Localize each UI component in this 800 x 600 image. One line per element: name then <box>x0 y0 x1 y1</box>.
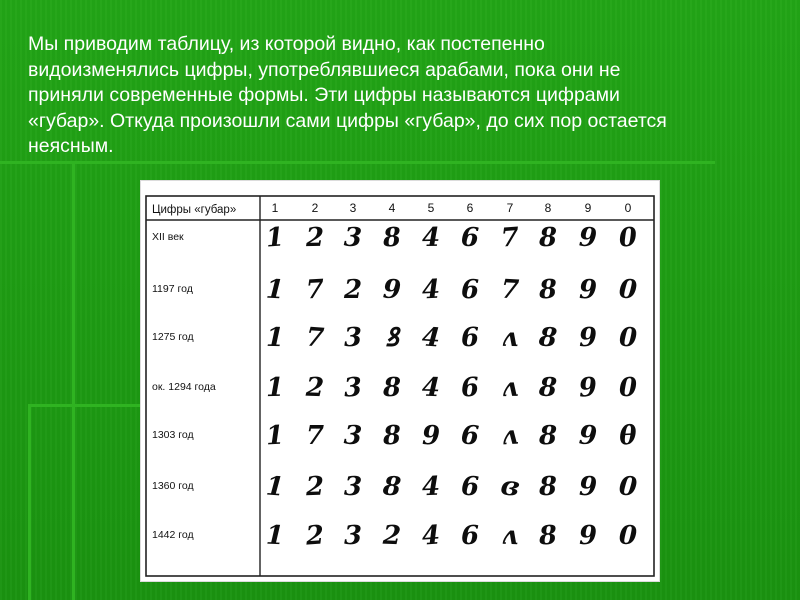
paragraph-line: приняли современные формы. Эти цифры называются цифрами <box>28 84 620 106</box>
handwritten-glyph: 9 <box>578 275 598 305</box>
digit-header: 8 <box>544 201 552 215</box>
digit-header: 1 <box>271 201 279 215</box>
decorative-line-top <box>0 161 715 164</box>
handwritten-glyph: 8 <box>382 372 402 404</box>
handwritten-glyph: 6 <box>460 420 480 452</box>
paragraph-line: Мы приводим таблицу, из которой видно, как постепенно <box>28 33 545 55</box>
handwritten-glyph: 0 <box>617 471 639 503</box>
handwritten-glyph: 8 <box>382 420 402 452</box>
handwritten-glyph: 4 <box>421 372 441 404</box>
handwritten-glyph: 6 <box>460 471 480 503</box>
handwritten-glyph: 6 <box>460 520 480 552</box>
paragraph-line: неясным. <box>28 135 114 157</box>
handwritten-glyph: 0 <box>617 222 639 254</box>
handwritten-glyph: 8 <box>538 421 558 451</box>
handwritten-glyph: 0 <box>618 372 638 404</box>
handwritten-glyph: 9 <box>578 322 598 354</box>
handwritten-glyph: θ <box>618 420 638 452</box>
handwritten-glyph: ꝸ <box>384 322 400 354</box>
handwritten-glyph: ʌ <box>502 322 518 354</box>
handwritten-glyph: 0 <box>618 520 638 552</box>
paragraph-line: видоизменялись цифры, употреблявшиеся арабами, пока они не <box>28 58 621 81</box>
row-label: 1275 год <box>152 331 194 343</box>
decorative-line-vertical-2 <box>28 404 31 600</box>
handwritten-glyph: 8 <box>538 274 558 306</box>
gubar-digits-table-image <box>140 180 660 582</box>
header-label: Цифры «губар» <box>152 204 237 216</box>
handwritten-glyph: 7 <box>304 322 326 354</box>
handwritten-glyph: 4 <box>420 322 442 354</box>
row-label: ок. 1294 года <box>152 381 216 393</box>
handwritten-glyph: 1 <box>265 274 285 306</box>
handwritten-glyph: 4 <box>421 471 441 503</box>
handwritten-glyph: 1 <box>264 222 286 254</box>
handwritten-glyph: 6 <box>460 322 480 354</box>
handwritten-glyph: 2 <box>305 471 325 503</box>
handwritten-glyph: 8 <box>381 222 403 254</box>
handwritten-glyph: 9 <box>578 520 598 552</box>
digit-header: 9 <box>584 201 592 215</box>
handwritten-glyph: 2 <box>343 275 363 305</box>
handwritten-glyph: 3 <box>343 420 363 452</box>
digit-header: 6 <box>466 201 474 215</box>
row-label: 1303 год <box>152 429 194 441</box>
digit-header: 2 <box>311 201 319 215</box>
handwritten-glyph: ʌ <box>502 372 518 404</box>
handwritten-glyph: 3 <box>343 222 363 254</box>
gubar-table-svg <box>140 180 660 582</box>
handwritten-glyph: 4 <box>420 520 442 552</box>
decorative-line-vertical <box>72 161 75 600</box>
handwritten-glyph: 3 <box>343 471 363 503</box>
handwritten-glyph: 6 <box>459 372 481 404</box>
handwritten-glyph: 6 <box>460 222 480 254</box>
handwritten-glyph: 1 <box>264 471 286 503</box>
handwritten-glyph: 2 <box>382 520 402 552</box>
handwritten-glyph: 3 <box>343 322 363 354</box>
handwritten-glyph: 8 <box>538 471 558 503</box>
handwritten-glyph: 9 <box>421 421 441 451</box>
handwritten-glyph: 7 <box>305 274 325 306</box>
digit-header: 0 <box>624 201 632 215</box>
handwritten-glyph: 1 <box>265 372 285 404</box>
handwritten-glyph: 4 <box>421 222 441 254</box>
row-label: 1197 год <box>152 283 193 295</box>
handwritten-glyph: 8 <box>537 520 559 552</box>
handwritten-glyph: 9 <box>578 471 598 503</box>
handwritten-glyph: 3 <box>343 520 363 552</box>
handwritten-glyph: 4 <box>421 274 441 306</box>
handwritten-glyph: 6 <box>460 275 480 305</box>
paragraph-line: «губар». Откуда произошли сами цифры «губар», до сих пор остается <box>28 109 667 132</box>
handwritten-glyph: 7 <box>499 222 521 254</box>
handwritten-glyph: ʌ <box>501 520 519 552</box>
handwritten-glyph: 7 <box>305 421 325 451</box>
handwritten-glyph: 9 <box>578 222 598 254</box>
digit-header: 4 <box>388 201 396 215</box>
slide-paragraph <box>28 32 778 160</box>
row-label: 1360 год <box>152 480 194 492</box>
handwritten-glyph: 8 <box>538 222 558 254</box>
digit-header: 7 <box>506 201 514 215</box>
handwritten-glyph: ʌ <box>501 420 519 452</box>
handwritten-glyph: 2 <box>305 372 325 404</box>
handwritten-glyph: 3 <box>342 372 364 404</box>
decorative-line-mid <box>28 404 140 407</box>
handwritten-glyph: 0 <box>618 322 638 354</box>
handwritten-glyph: 1 <box>265 520 285 552</box>
row-label: 1442 год <box>152 529 194 541</box>
row-label: XII век <box>152 231 184 243</box>
handwritten-glyph: 8 <box>538 372 558 404</box>
handwritten-glyph: 2 <box>304 520 326 552</box>
handwritten-glyph: 8 <box>381 471 403 503</box>
handwritten-glyph: 2 <box>305 222 325 254</box>
handwritten-glyph: 1 <box>265 420 285 452</box>
handwritten-glyph: 7 <box>500 274 520 306</box>
handwritten-glyph: ɞ <box>499 471 521 503</box>
handwritten-glyph: 9 <box>578 420 598 452</box>
handwritten-glyph: 9 <box>577 372 599 404</box>
handwritten-glyph: 1 <box>265 322 285 354</box>
digit-header: 5 <box>427 201 435 215</box>
handwritten-glyph: 9 <box>382 274 402 306</box>
digit-header: 3 <box>349 201 357 215</box>
handwritten-glyph: 8 <box>537 322 559 354</box>
handwritten-glyph: 0 <box>618 274 638 306</box>
